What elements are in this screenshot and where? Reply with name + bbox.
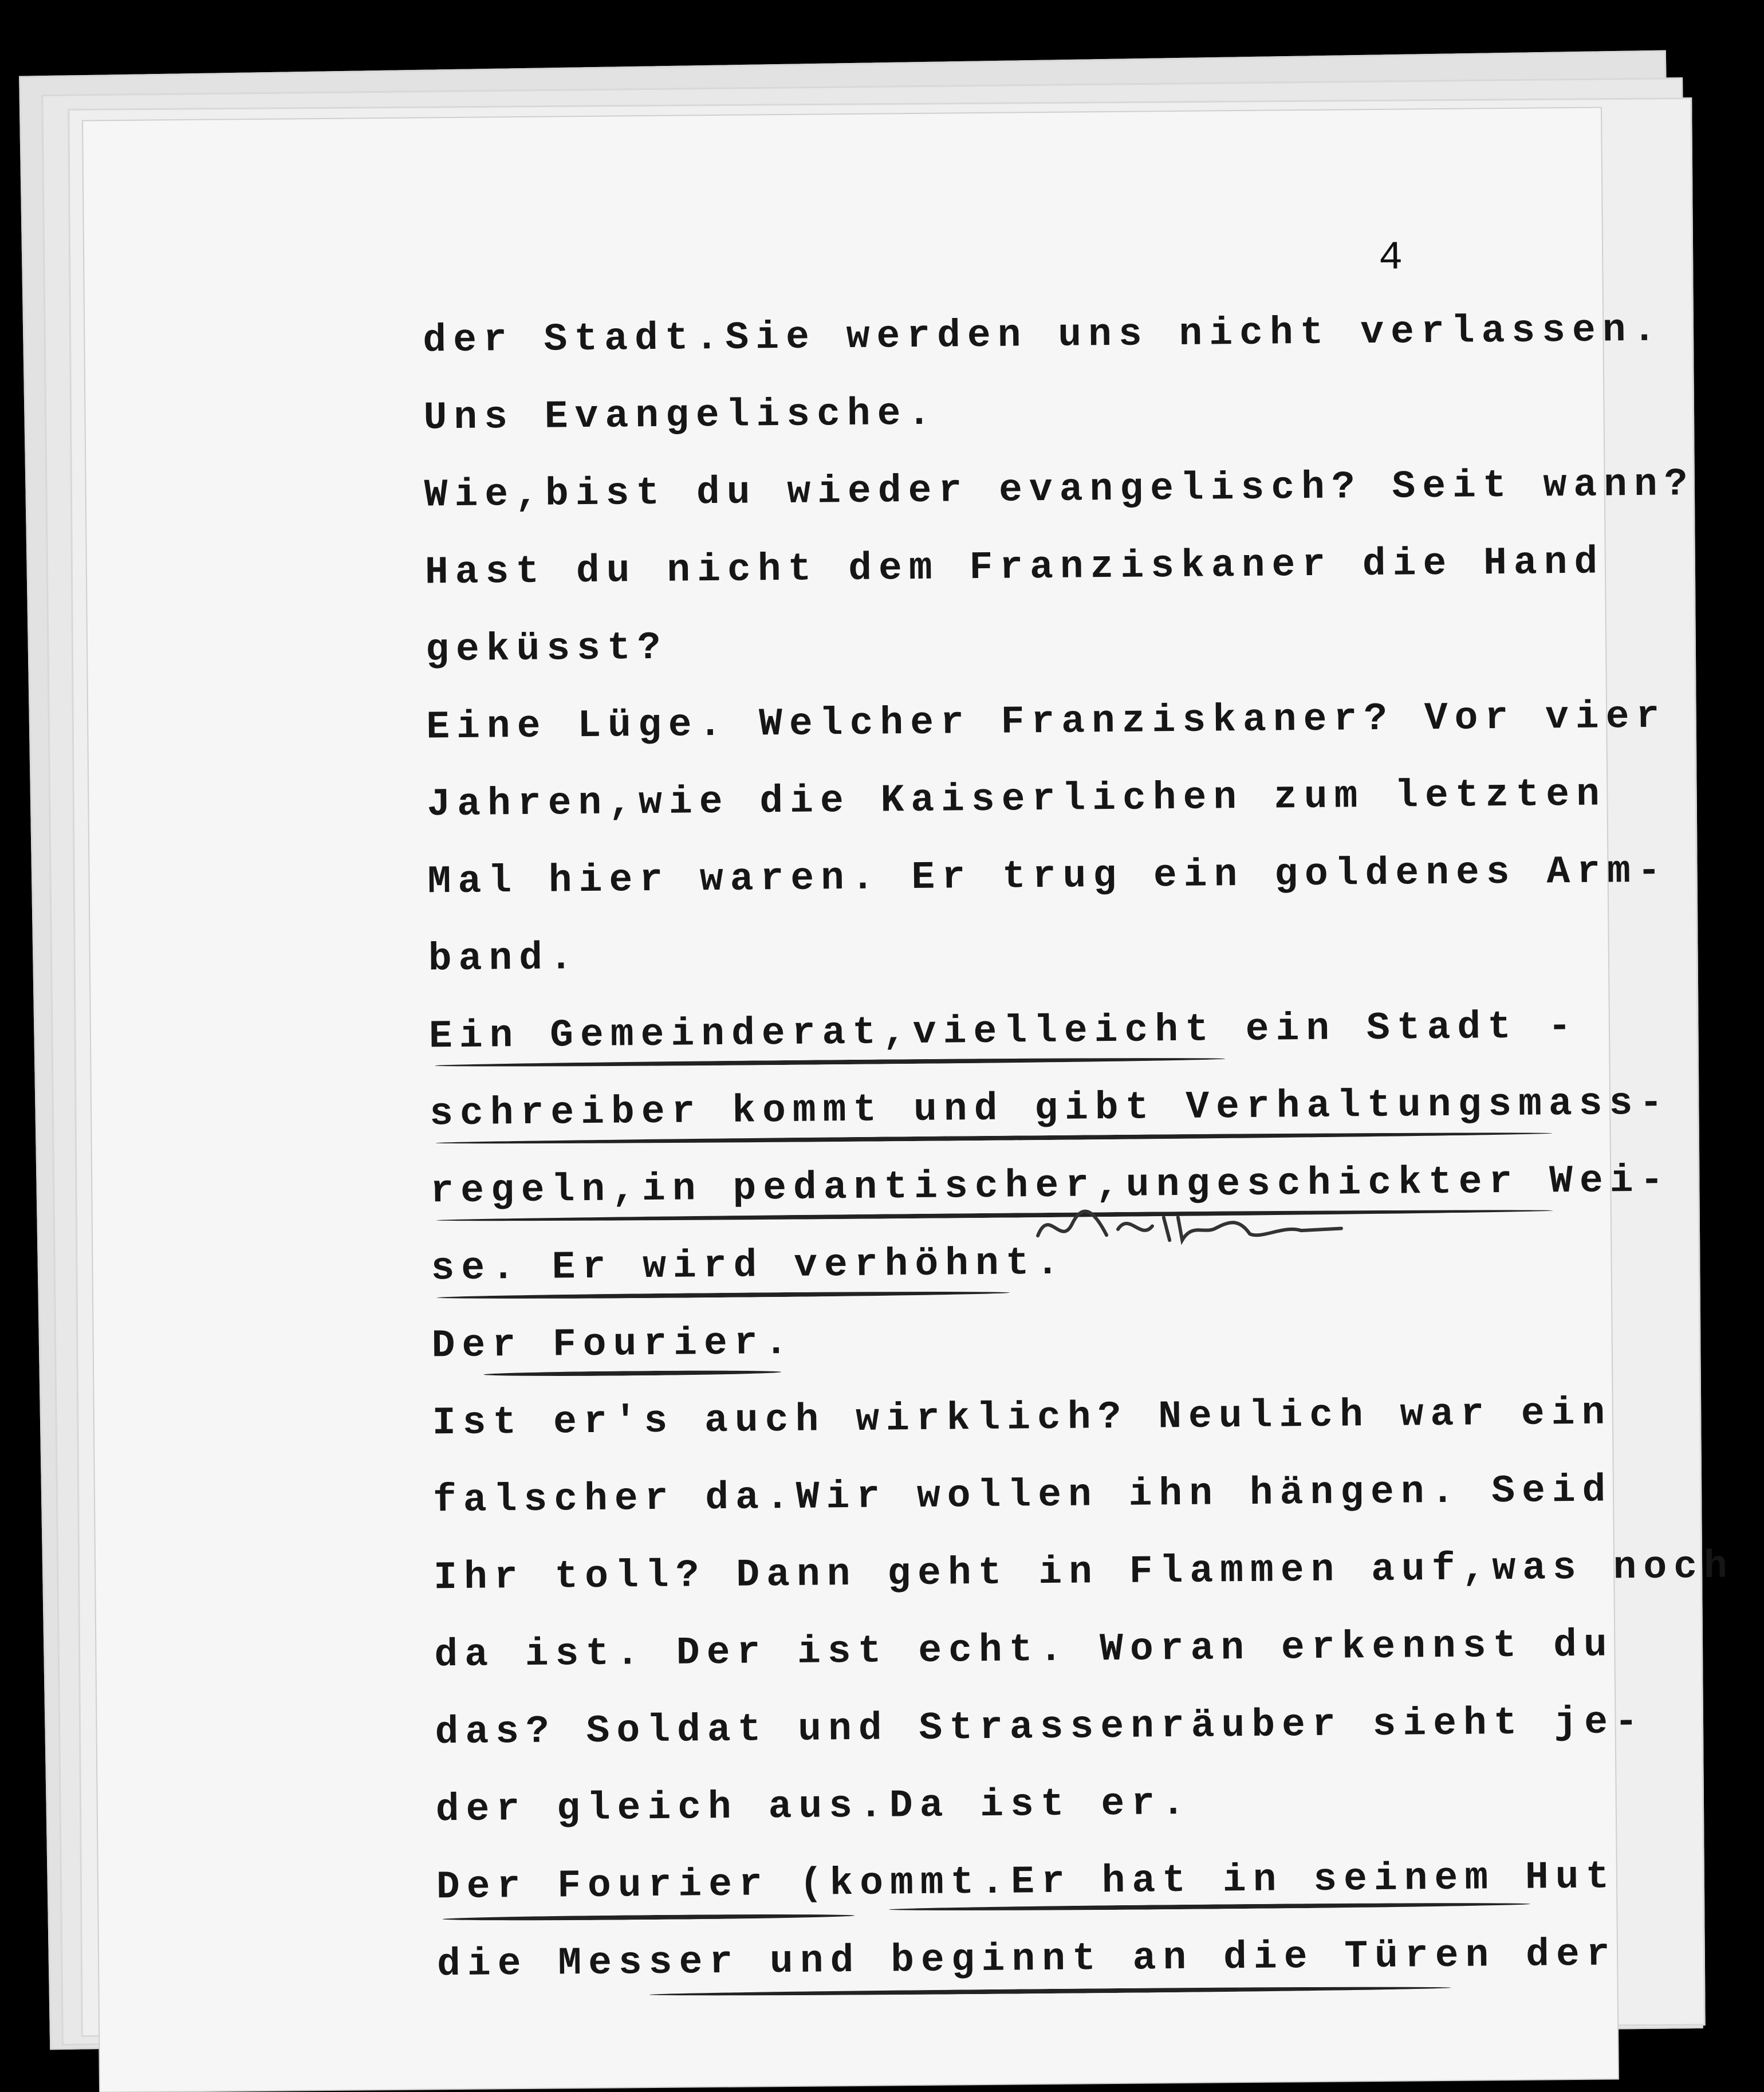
underline-mark <box>649 1985 1451 1997</box>
underline-mark <box>442 1913 855 1921</box>
text-line: Wie,bist du wieder evangelisch? Seit wann? <box>424 462 1695 518</box>
text-line: Eine Lüge. Welcher Franziskaner? Vor vier <box>426 694 1667 750</box>
text-line: Ist er's auch wirklich? Neulich war ein <box>432 1391 1612 1446</box>
text-line: band. <box>428 936 580 982</box>
text-line: Hast du nicht dem Franziskaner die Hand <box>424 540 1605 595</box>
text-line: falscher da.Wir wollen ihn hängen. Seid <box>432 1468 1613 1523</box>
text-line: da ist. Der ist echt. Woran erkennst du <box>434 1623 1615 1678</box>
handwritten-annotation <box>1031 1193 1353 1264</box>
text-line: Mal hier waren. Er trug ein goldenes Arm- <box>427 849 1668 905</box>
underline-mark <box>435 1056 1225 1068</box>
underline-mark <box>483 1370 781 1377</box>
text-line: Ihr toll? Dann geht in Flammen auf,was noch <box>433 1544 1735 1601</box>
text-line: geküsst? <box>425 626 668 673</box>
text-line: Der Fourier (kommt.Er hat in seinem Hut <box>436 1855 1616 1910</box>
typewritten-page <box>83 108 1735 2092</box>
text-line: Uns Evangelische. <box>423 391 938 441</box>
text-line: der gleich aus.Da ist er. <box>435 1781 1192 1833</box>
text-line: Ein Gemeinderat,vielleicht ein Stadt - <box>428 1004 1578 1059</box>
text-line: Jahren,wie die Kaiserlichen zum letzten <box>427 772 1607 827</box>
page-number: 4 <box>1378 235 1403 281</box>
text-line: regeln,in pedantischer,ungeschickter Wei- <box>430 1158 1671 1214</box>
text-line: der Stadt.Sie werden uns nicht verlassen. <box>423 308 1663 363</box>
text-line: schreiber kommt und gibt Verhaltungsmass- <box>429 1081 1670 1137</box>
text-line: die Messer und beginnt an die Türen der <box>436 1932 1617 1987</box>
text-line: das? Soldat und Strassenräuber sieht je- <box>435 1700 1645 1755</box>
underline-mark <box>437 1291 1010 1300</box>
text-line: Der Fourier. <box>431 1320 795 1369</box>
text-line: se. Er wird verhöhnt. <box>431 1241 1066 1291</box>
